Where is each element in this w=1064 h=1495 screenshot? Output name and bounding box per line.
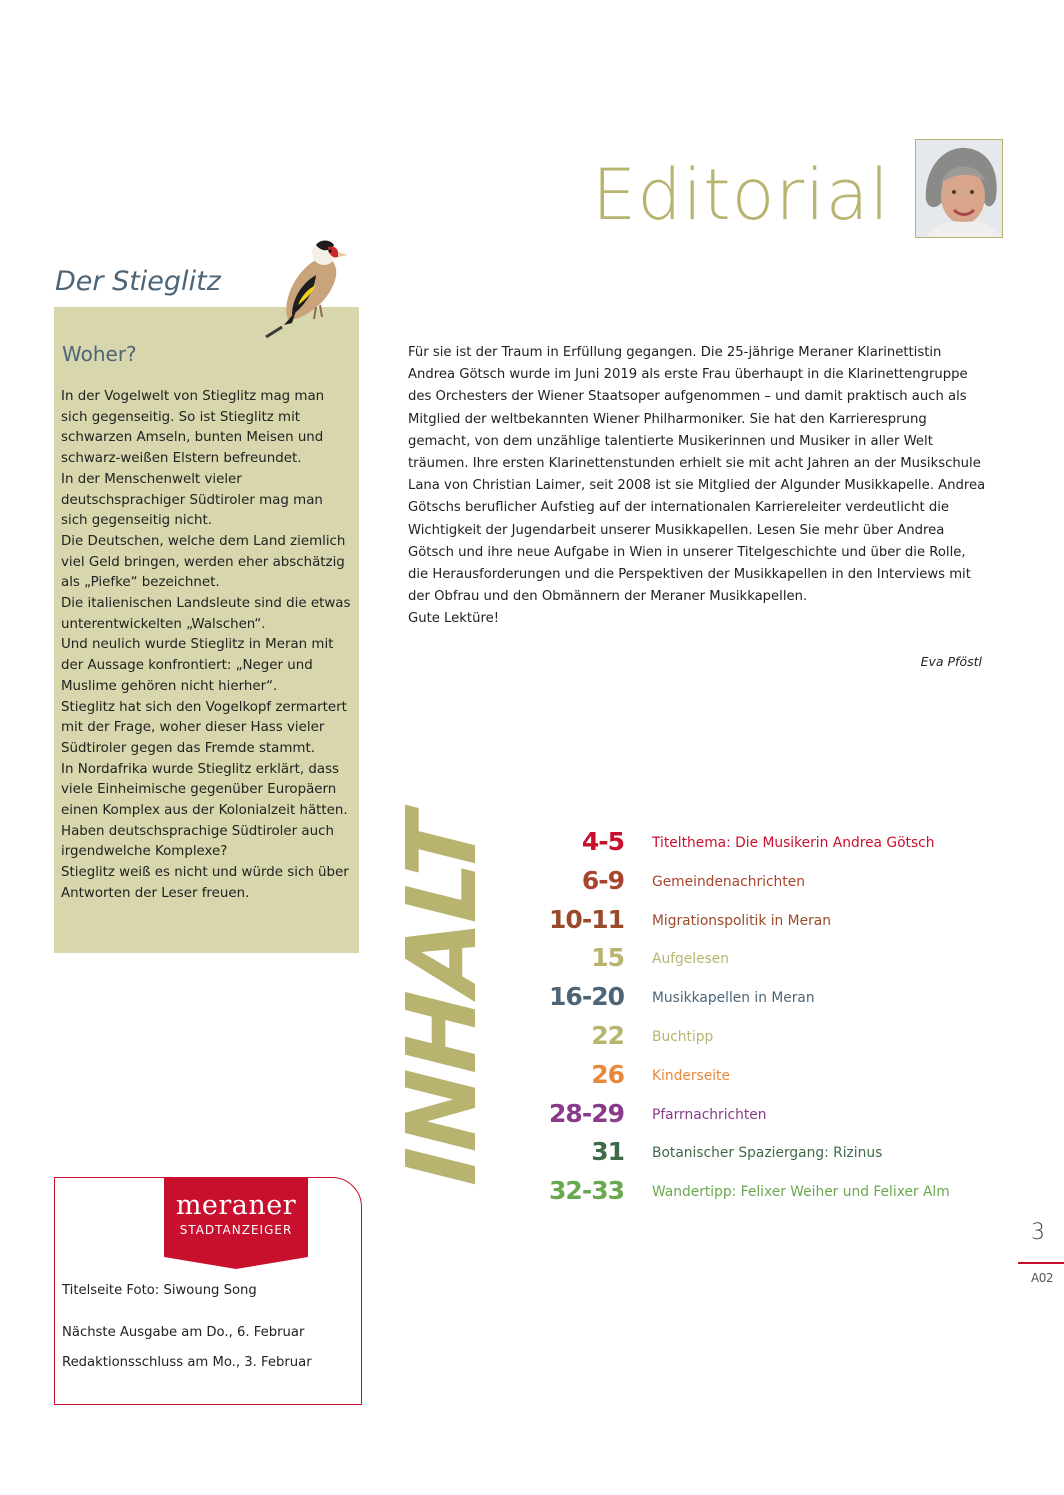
editorial-closing: Gute Lektüre! bbox=[408, 611, 499, 627]
toc-page-range: 26 bbox=[591, 1059, 624, 1089]
page-number-rule bbox=[1018, 1262, 1064, 1264]
toc-page-range: 22 bbox=[591, 1021, 624, 1050]
logo-subtitle: STADTANZEIGER bbox=[179, 1223, 293, 1237]
logo-name: meraner bbox=[175, 1190, 297, 1221]
inhalt-heading: INHALT bbox=[386, 801, 498, 1199]
toc-label: Botanischer Spaziergang: Rizinus bbox=[652, 1145, 883, 1162]
editorial-title: Editorial bbox=[592, 154, 890, 236]
page-number: 3 bbox=[1031, 1220, 1045, 1245]
stieglitz-subtitle: Woher? bbox=[62, 342, 137, 366]
editorial-author: Eva Pföstl bbox=[920, 654, 982, 669]
stieglitz-paragraph: Stieglitz hat sich den Vogelkopf zermartert mit der Frage, woher dieser Hass vieler Südtiroler gegen das Fremde stammt. bbox=[61, 699, 347, 756]
meraner-stadtanzeiger-logo bbox=[164, 1177, 308, 1257]
toc-item bbox=[520, 1098, 1000, 1134]
toc-item bbox=[520, 981, 1000, 1017]
toc-item bbox=[520, 1059, 1000, 1095]
toc-item bbox=[520, 1136, 1000, 1172]
stieglitz-paragraph: Stieglitz weiß es nicht und würde sich über Antworten der Leser freuen. bbox=[61, 865, 349, 901]
toc-label: Titelthema: Die Musikerin Andrea Götsch bbox=[652, 835, 935, 851]
next-issue: Nächste Ausgabe am Do., 6. Februar bbox=[62, 1325, 305, 1340]
stieglitz-paragraph: In der Vogelwelt von Stieglitz mag man sich gegenseitig. So ist Stieglitz mit schwarzen Amseln, bunten Meisen und schwarz-weißen Elstern befreundet. bbox=[61, 389, 325, 467]
toc-label: Aufgelesen bbox=[652, 951, 730, 968]
toc-item bbox=[520, 865, 1000, 901]
page-code: A02 bbox=[1031, 1271, 1053, 1285]
toc-label: Migrationspolitik in Meran bbox=[652, 912, 831, 929]
toc-item bbox=[520, 904, 1000, 940]
toc-label: Musikkapellen in Meran bbox=[652, 990, 815, 1007]
stieglitz-paragraph: Die Deutschen, welche dem Land ziemlich viel Geld bringen, werden eher abschätzig als „Piefke“ bezeichnet. bbox=[61, 533, 346, 591]
goldfinch-illustration bbox=[262, 235, 354, 339]
toc-page-range: 28-29 bbox=[549, 1098, 624, 1128]
toc-page-range: 32-33 bbox=[549, 1176, 624, 1206]
author-portrait-photo bbox=[915, 139, 1003, 238]
toc-page-range: 15 bbox=[591, 943, 624, 973]
editorial-paragraph: Für sie ist der Traum in Erfüllung gegangen. Die 25-jährige Meraner Klarinettistin Andrea Götsch wurde im Juni 2019 als erste Frau überhaupt in die Klarinettengruppe des Orchesters der Wiener Staatsoper aufgenommen – und damit praktisch auch als Mitglied der weltbekannten Wiener Philharmoniker. Sie hat den Karrieresprung gemacht, von dem unzählige talentierte Musikerinnen und Musiker in aller Welt träumen. Ihre ersten Klarinettenstunden erhielt sie mit acht Jahren an der Musikschule Lana von Christian Laimer, seit 2008 ist sie Mitglied der Algunder Musikkapelle. Andrea Götschs beruflicher Aufstieg auf der internationalen Karriereleiter verdeutlicht die Wichtigkeit der Jugendarbeit unserer Musikkapellen. Lesen Sie mehr über Andrea Götsch und ihre neue Aufgabe in Wien in unserer Titelgeschichte und über die Rolle, die Herausforderungen und die Perspektiven der Musikkapellen in den Interviews mit der Obfrau und den Obmännern der Meraner Musikkapellen. bbox=[408, 345, 986, 605]
toc-label: Buchtipp bbox=[652, 1029, 714, 1045]
toc-item bbox=[520, 1020, 1000, 1056]
toc-page-range: 6-9 bbox=[581, 865, 624, 895]
toc-label: Pfarrnachrichten bbox=[652, 1106, 767, 1123]
toc-page-range: 4-5 bbox=[581, 827, 624, 856]
editorial-deadline: Redaktionsschluss am Mo., 3. Februar bbox=[62, 1355, 312, 1370]
toc-page-range: 16-20 bbox=[549, 982, 624, 1012]
toc-label: Wandertipp: Felixer Weiher und Felixer Alm bbox=[652, 1184, 950, 1201]
cover-photo-credit: Titelseite Foto: Siwoung Song bbox=[62, 1283, 257, 1298]
toc-item bbox=[520, 826, 1000, 862]
toc-item bbox=[520, 942, 1000, 978]
toc-item bbox=[520, 1175, 1000, 1211]
stieglitz-paragraph: In der Menschenwelt vieler deutschsprachiger Südtiroler mag man sich gegenseitig nicht. bbox=[61, 471, 323, 529]
stieglitz-paragraph: Die italienischen Landsleute sind die etwas unterentwickelten „Walschen“. bbox=[61, 596, 351, 632]
stieglitz-body bbox=[61, 387, 351, 905]
stieglitz-paragraph: In Nordafrika wurde Stieglitz erklärt, dass viele Einheimische gegenüber Europäern einen Komplex aus der Kolonialzeit hätten. bbox=[61, 761, 348, 819]
toc-page-range: 31 bbox=[591, 1137, 624, 1167]
stieglitz-paragraph: Und neulich wurde Stieglitz in Meran mit der Aussage konfrontiert: „Neger und Muslime gehören nicht hierher“. bbox=[61, 637, 334, 694]
toc-label: Gemeindenachrichten bbox=[652, 873, 805, 890]
toc-page-range: 10-11 bbox=[549, 904, 624, 934]
stieglitz-title: Der Stieglitz bbox=[55, 266, 221, 297]
toc-label: Kinderseite bbox=[652, 1067, 730, 1084]
editorial-body bbox=[408, 342, 988, 631]
stieglitz-paragraph: Haben deutschsprachige Südtiroler auch irgendwelche Komplexe? bbox=[61, 823, 334, 860]
